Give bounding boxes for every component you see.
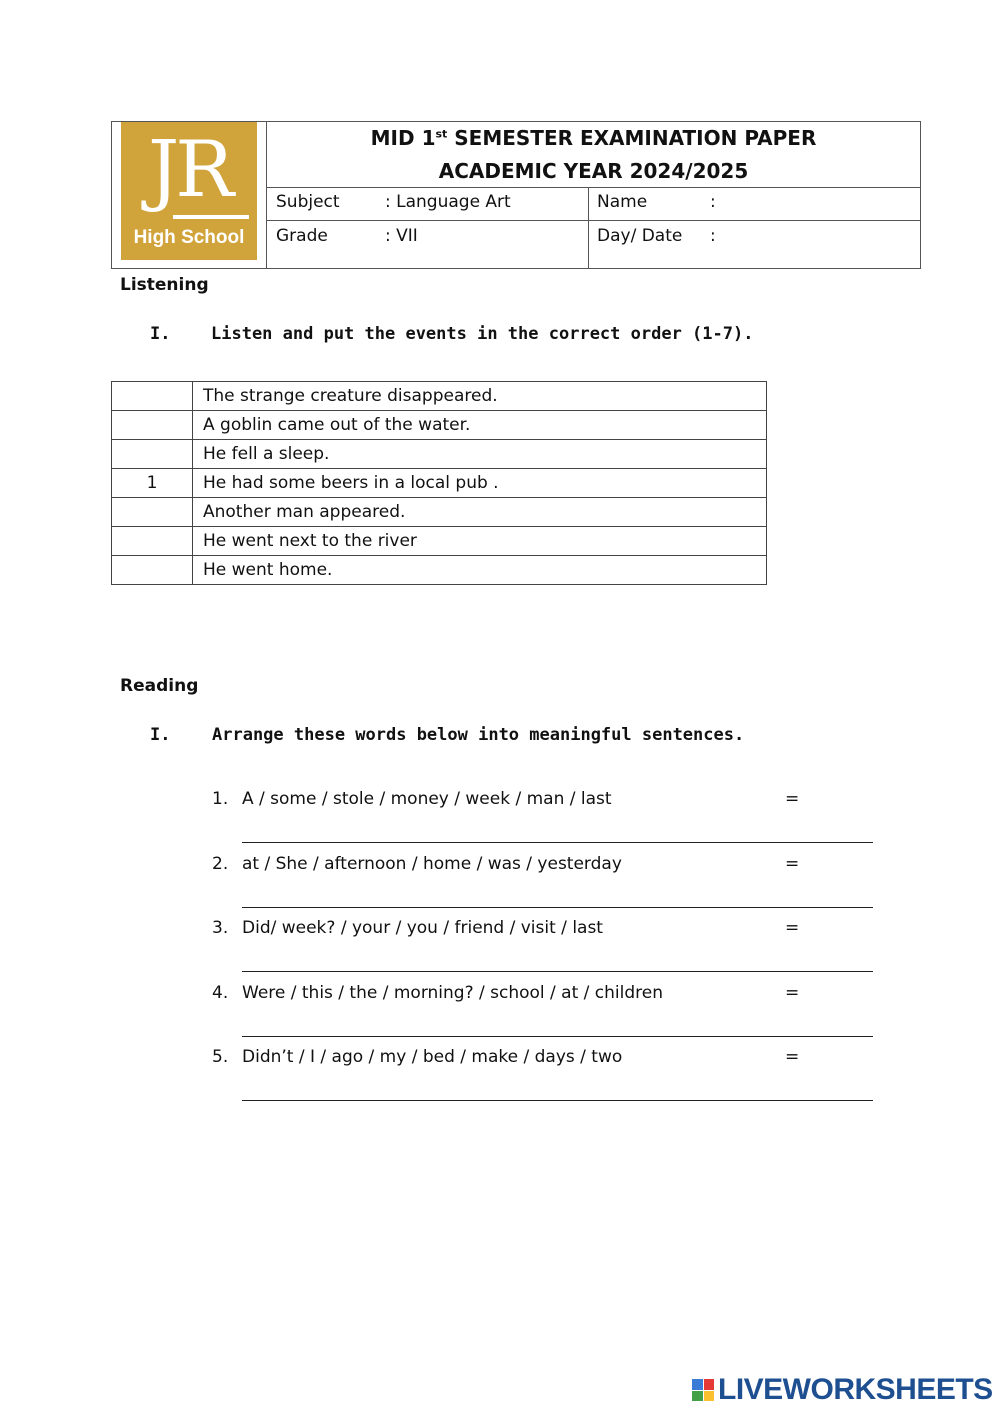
table-row — [112, 527, 767, 556]
school-logo — [121, 122, 257, 260]
event-text: He went home. — [193, 556, 767, 585]
grade-label: Grade — [276, 226, 328, 246]
answer-line[interactable] — [242, 842, 873, 843]
item-number: 1. — [212, 789, 229, 809]
date-label: Day/ Date — [597, 226, 683, 246]
order-input[interactable] — [112, 411, 193, 440]
equals-sign: = — [785, 918, 800, 938]
jumbled-words: Did/ week? / your / you / friend / visit / last — [242, 918, 603, 938]
name-label: Name — [597, 192, 648, 212]
equals-sign: = — [785, 983, 800, 1003]
list-item — [212, 789, 612, 809]
header-divider — [588, 187, 589, 269]
academic-year: ACADEMIC YEAR 2024/2025 — [438, 159, 749, 183]
listening-heading: Listening — [120, 275, 209, 295]
jumbled-words: at / She / afternoon / home / was / yesterday — [242, 854, 622, 874]
event-text: Another man appeared. — [193, 498, 767, 527]
list-item — [212, 854, 622, 874]
item-number: 4. — [212, 983, 229, 1003]
answer-line[interactable] — [242, 907, 873, 908]
reading-instruction: Arrange these words below into meaningful sentences. — [212, 725, 745, 745]
exam-title: MID 1st SEMESTER EXAMINATION PAPER — [370, 126, 817, 150]
date-field[interactable]: : — [710, 226, 716, 246]
table-row — [112, 411, 767, 440]
reading-numeral: I. — [150, 725, 171, 745]
liveworksheets-logo — [692, 1372, 993, 1408]
table-row — [112, 382, 767, 411]
item-number: 5. — [212, 1047, 229, 1067]
list-item — [212, 918, 603, 938]
table-row — [112, 498, 767, 527]
item-number: 3. — [212, 918, 229, 938]
logo-underline — [173, 215, 249, 219]
logo-initials: JR — [148, 125, 230, 215]
events-table — [111, 381, 767, 585]
answer-line[interactable] — [242, 971, 873, 972]
listening-instruction: Listen and put the events in the correct order (1-7). — [211, 324, 754, 344]
liveworksheets-brand: LIVEWORKSHEETS — [718, 1373, 993, 1406]
event-text: A goblin came out of the water. — [193, 411, 767, 440]
header-divider — [266, 187, 921, 188]
table-row — [112, 469, 767, 498]
event-text: He went next to the river — [193, 527, 767, 556]
logo-school-name: High School — [133, 227, 245, 248]
order-input[interactable] — [112, 498, 193, 527]
subject-label: Subject — [276, 192, 340, 212]
order-input[interactable]: 1 — [112, 469, 193, 498]
order-input[interactable] — [112, 556, 193, 585]
jumbled-words: Didn’t / I / ago / my / bed / make / days / two — [242, 1047, 623, 1067]
equals-sign: = — [785, 854, 800, 874]
list-item — [212, 1047, 622, 1067]
equals-sign: = — [785, 789, 800, 809]
order-input[interactable] — [112, 527, 193, 556]
answer-line[interactable] — [242, 1100, 873, 1101]
listening-numeral: I. — [150, 324, 171, 344]
jumbled-words: A / some / stole / money / week / man / last — [242, 789, 612, 809]
table-row — [112, 556, 767, 585]
order-input[interactable] — [112, 382, 193, 411]
table-row — [112, 440, 767, 469]
equals-sign: = — [785, 1047, 800, 1067]
event-text: He had some beers in a local pub . — [193, 469, 767, 498]
order-input[interactable] — [112, 440, 193, 469]
item-number: 2. — [212, 854, 229, 874]
event-text: The strange creature disappeared. — [193, 382, 767, 411]
reading-heading: Reading — [120, 676, 199, 696]
grade-value: : VII — [385, 226, 418, 246]
jumbled-words: Were / this / the / morning? / school / at / children — [242, 983, 664, 1003]
header-divider — [266, 220, 921, 221]
subject-value: : Language Art — [385, 192, 511, 212]
liveworksheets-icon — [692, 1379, 714, 1401]
answer-line[interactable] — [242, 1036, 873, 1037]
name-field[interactable]: : — [710, 192, 716, 212]
list-item — [212, 983, 663, 1003]
event-text: He fell a sleep. — [193, 440, 767, 469]
